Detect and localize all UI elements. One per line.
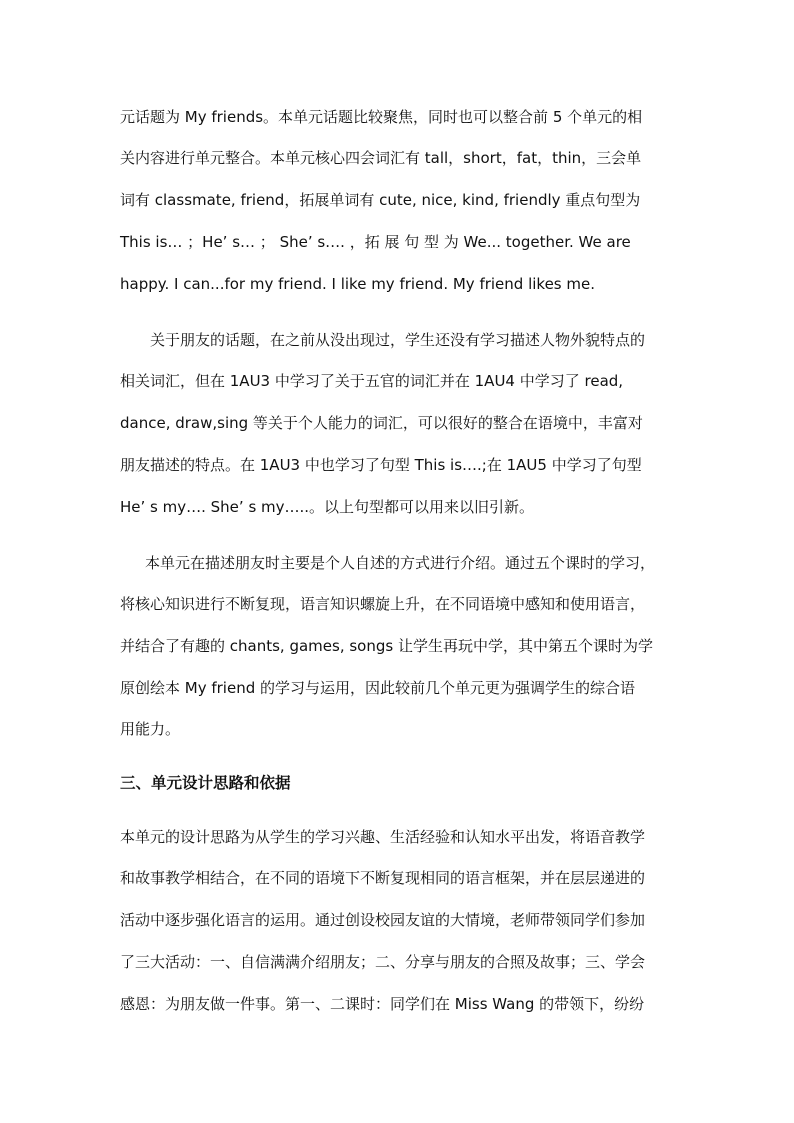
paragraph-3-line-4: 原创绘本 My friend 的学习与运用，因此较前几个单元更为强调学生的综合语 bbox=[120, 679, 635, 697]
paragraph-1-line-3: 词有 classmate, friend，拓展单词有 cute, nice, kind, friendly 重点句型为 bbox=[120, 191, 641, 209]
paragraph-3-line-1: 本单元在描述朋友时主要是个人自述的方式进行介绍。通过五个课时的学习， bbox=[145, 554, 656, 572]
paragraph-2-line-5: He’ s my…. She’ s my…..。以上句型都可以用来以旧引新。 bbox=[120, 498, 535, 516]
paragraph-4-line-3: 活动中逐步强化语言的运用。通过创设校园友谊的大情境，老师带领同学们参加 bbox=[120, 911, 646, 929]
paragraph-4-line-2: 和故事教学相结合，在不同的语境下不断复现相同的语言框架，并在层层递进的 bbox=[120, 869, 646, 887]
paragraph-1-line-5: happy. I can...for my friend. I like my friend. My friend likes me. bbox=[120, 275, 595, 293]
paragraph-2-line-4: 朋友描述的特点。在 1AU3 中也学习了句型 This is….;在 1AU5 中学习了句型 bbox=[120, 456, 642, 474]
paragraph-3-line-5: 用能力。 bbox=[120, 720, 181, 738]
paragraph-4-line-1: 本单元的设计思路为从学生的学习兴趣、生活经验和认知水平出发，将语音教学 bbox=[120, 828, 646, 846]
section-heading: 三、单元设计思路和依据 bbox=[120, 774, 291, 792]
paragraph-4-line-5: 感恩：为朋友做一件事。第一、二课时：同学们在 Miss Wang 的带领下，纷纷 bbox=[120, 995, 645, 1013]
paragraph-3-line-2: 将核心知识进行不断复现，语言知识螺旋上升，在不同语境中感知和使用语言， bbox=[120, 595, 646, 613]
paragraph-3-line-3: 并结合了有趣的 chants, games, songs 让学生再玩中学，其中第五个课时为学 bbox=[120, 637, 653, 655]
paragraph-2-line-2: 相关词汇，但在 1AU3 中学习了关于五官的词汇并在 1AU4 中学习了 read, bbox=[120, 372, 624, 390]
paragraph-1-line-2: 关内容进行单元整合。本单元核心四会词汇有 tall，short，fat，thin，三会单 bbox=[120, 149, 642, 167]
paragraph-2-line-1: 关于朋友的话题，在之前从没出现过，学生还没有学习描述人物外貌特点的 bbox=[150, 331, 646, 349]
paragraph-2-line-3: dance, draw,sing 等关于个人能力的词汇，可以很好的整合在语境中，丰富对 bbox=[120, 414, 643, 432]
paragraph-1-line-4: This is… ；He’ s… ； She’ s…. ，拓 展 句 型 为 We... together. We are bbox=[120, 233, 631, 251]
paragraph-1-line-1: 元话题为 My friends。本单元话题比较聚焦，同时也可以整合前 5 个单元的相 bbox=[120, 108, 643, 126]
paragraph-4-line-4: 了三大活动：一、自信满满介绍朋友；二、分享与朋友的合照及故事；三、学会 bbox=[120, 953, 646, 971]
